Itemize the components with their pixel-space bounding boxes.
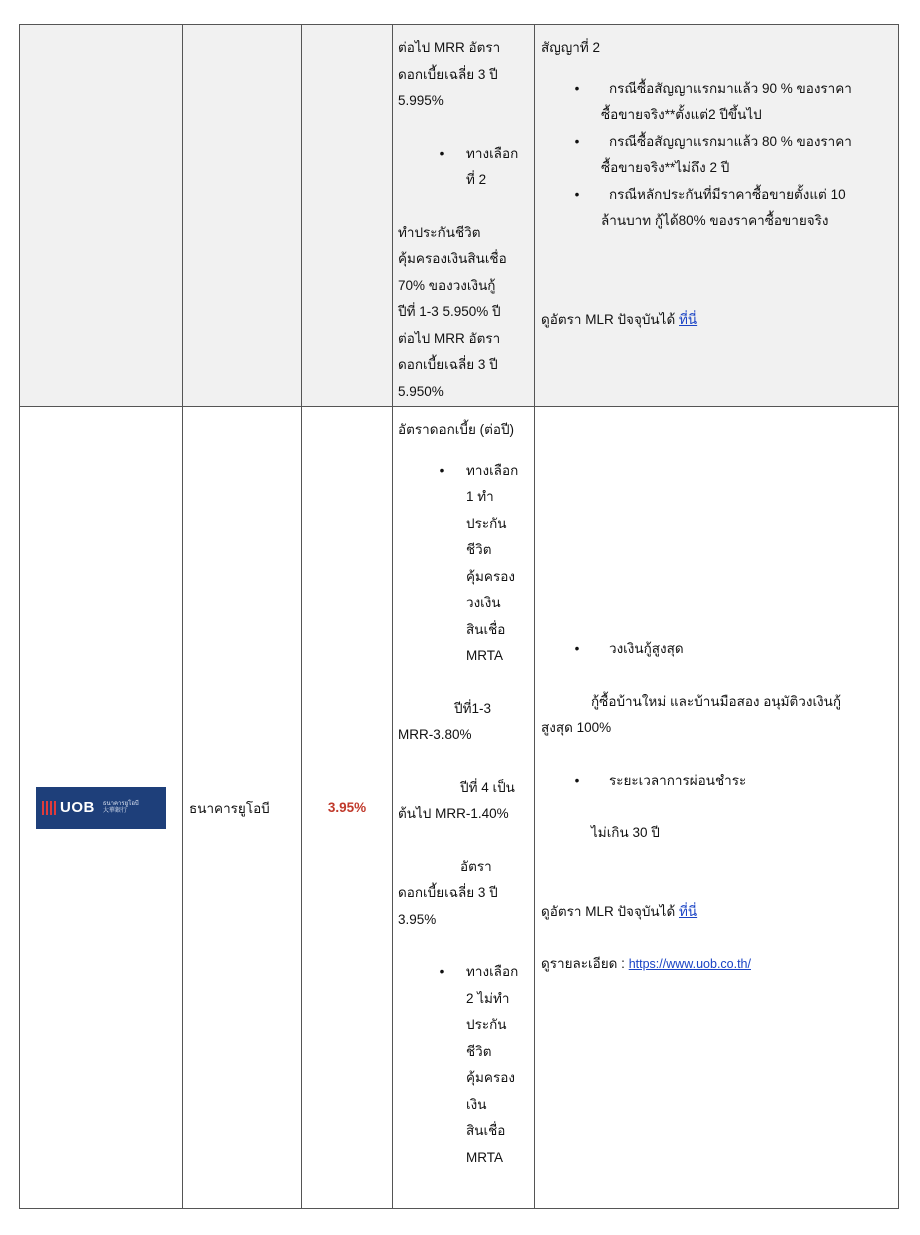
text-line: วงเงิน (466, 595, 501, 610)
mlr-link[interactable]: ที่นี่ (679, 311, 698, 327)
table-row (20, 407, 899, 1209)
list-item: • กรณีซื้อสัญญาแรกมาแล้ว 90 % ของราคา ซื้อขายจริง**ตั้งแต่2 ปีขึ้นไป (541, 76, 890, 129)
text-line: ประกัน (466, 1017, 507, 1032)
text-line: ทางเลือก (466, 462, 519, 478)
text-line: 5.950% (398, 383, 444, 399)
mlr-link[interactable]: ที่นี่ (679, 903, 698, 919)
text-line: 70% ของวงเงินกู้ (398, 277, 496, 293)
bullet-icon: • (439, 964, 445, 979)
list-item: • วงเงินกู้สูงสุด (541, 636, 890, 663)
mlr-line: ดูอัตรา MLR ปัจจุบันได้ ที่นี่ (541, 903, 698, 919)
bullet-icon: • (574, 641, 580, 656)
text-line: ทางเลือก (466, 964, 519, 979)
list-item (398, 458, 528, 670)
bullet-icon: • (439, 145, 445, 161)
logo-cell (20, 407, 183, 1209)
bullet-icon: • (574, 133, 580, 149)
contract-heading: สัญญาที่ 2 (541, 40, 600, 55)
interest-detail-cell: อัตราดอกเบี้ย (ต่อปี) • ทางเลือก 1 ทำ ประกัน ชีวิต คุ้มครอง วงเงิน สินเชื่อ MRTA ปีที่1-3 MRR-3.80% ปีที่ 4 เป็น ต้นไป MRR-1.40% อัตรา ดอกเบี้ยเฉลี่ย 3 ปี 3.95% • ทางเลือก 2 ไม่ทำ ประกัน ชีวิต คุ้มครอง เงิน สินเชื่อ MRTA (393, 407, 535, 1209)
text-line: ดอกเบี้ยเฉลี่ย 3 ปี (398, 357, 498, 372)
table-row (20, 25, 899, 407)
list-item: • กรณีซื้อสัญญาแรกมาแล้ว 80 % ของราคา ซื้อขายจริง**ไม่ถึง 2 ปี (541, 129, 890, 182)
mlr-line: ดูอัตรา MLR ปัจจุบันได้ ที่นี่ (541, 311, 698, 327)
text-line: MRTA (466, 1149, 503, 1165)
list-item: • กรณีหลักประกันที่มีราคาซื้อขายตั้งแต่ 10 ล้านบาท กู้ได้80% ของราคาซื้อขายจริง (541, 182, 890, 235)
interest-title: อัตราดอกเบี้ย (ต่อปี) (398, 422, 515, 437)
text-line: ต่อไป MRR อัตรา (398, 40, 501, 55)
text-line: ประกัน (466, 515, 507, 531)
conditions-cell: • วงเงินกู้สูงสุด กู้ซื้อบ้านใหม่ และบ้านมือสอง อนุมัติวงเงินกู้ สูงสุด 100% • ระยะเวลาการผ่อนชำระ ไม่เกิน 30 ปี ดูอัตรา MLR ปัจจุบันได้ ที่นี่ ดูรายละเอียด : https://www.uob.co.th/ (535, 407, 899, 1209)
text-line: 2 ไม่ทำ (466, 990, 510, 1006)
text-line: ทำประกันชีวิต (398, 224, 481, 240)
text-line: ชีวิต (466, 542, 492, 557)
uob-logo: UOB ธนาคารยูโอบี 大華銀行 (36, 787, 166, 829)
bullet-icon: • (574, 186, 580, 202)
rate-cell (302, 25, 393, 407)
text-line: 5.995% (398, 93, 444, 108)
list-item: • ทางเลือก ที่ 2 (398, 141, 528, 194)
list-item (398, 959, 528, 1171)
text-line: สินเชื่อ (466, 621, 506, 637)
rate-cell (302, 407, 393, 1209)
text-line: MRTA (466, 648, 503, 663)
interest-detail-cell (393, 25, 535, 407)
text-line: 1 ทำ (466, 489, 494, 504)
text-line: เงิน (466, 1096, 487, 1112)
bullet-icon: • (574, 80, 580, 96)
text-line: ปีที่ 1-3 5.950% ปี (398, 304, 501, 319)
text-line: คุ้มครองเงินสินเชื่อ (398, 251, 507, 266)
uob-website-link[interactable]: https://www.uob.co.th/ (628, 957, 751, 971)
bank-name: ธนาคารยูโอบี (189, 800, 270, 816)
bank-name-cell (183, 25, 302, 407)
mortgage-rate-table (19, 24, 899, 1209)
bullet-icon: • (574, 772, 580, 788)
text-line: คุ้มครอง (466, 1070, 515, 1085)
text-line: ดอกเบี้ยเฉลี่ย 3 ปี (398, 66, 498, 82)
detail-line: ดูรายละเอียด : https://www.uob.co.th/ (541, 956, 751, 971)
bullet-icon: • (439, 462, 445, 478)
text-line: ชีวิต (466, 1043, 492, 1059)
uob-mark-icon (42, 801, 56, 815)
list-item: • ระยะเวลาการผ่อนชำระ (541, 768, 890, 795)
text-line: สินเชื่อ (466, 1123, 506, 1138)
logo-cell (20, 25, 183, 407)
interest-rate: 3.95% (327, 800, 367, 815)
text-line: ต่อไป MRR อัตรา (398, 330, 501, 346)
bank-name-cell (183, 407, 302, 1209)
text-line: คุ้มครอง (466, 568, 515, 584)
conditions-cell (535, 25, 899, 407)
